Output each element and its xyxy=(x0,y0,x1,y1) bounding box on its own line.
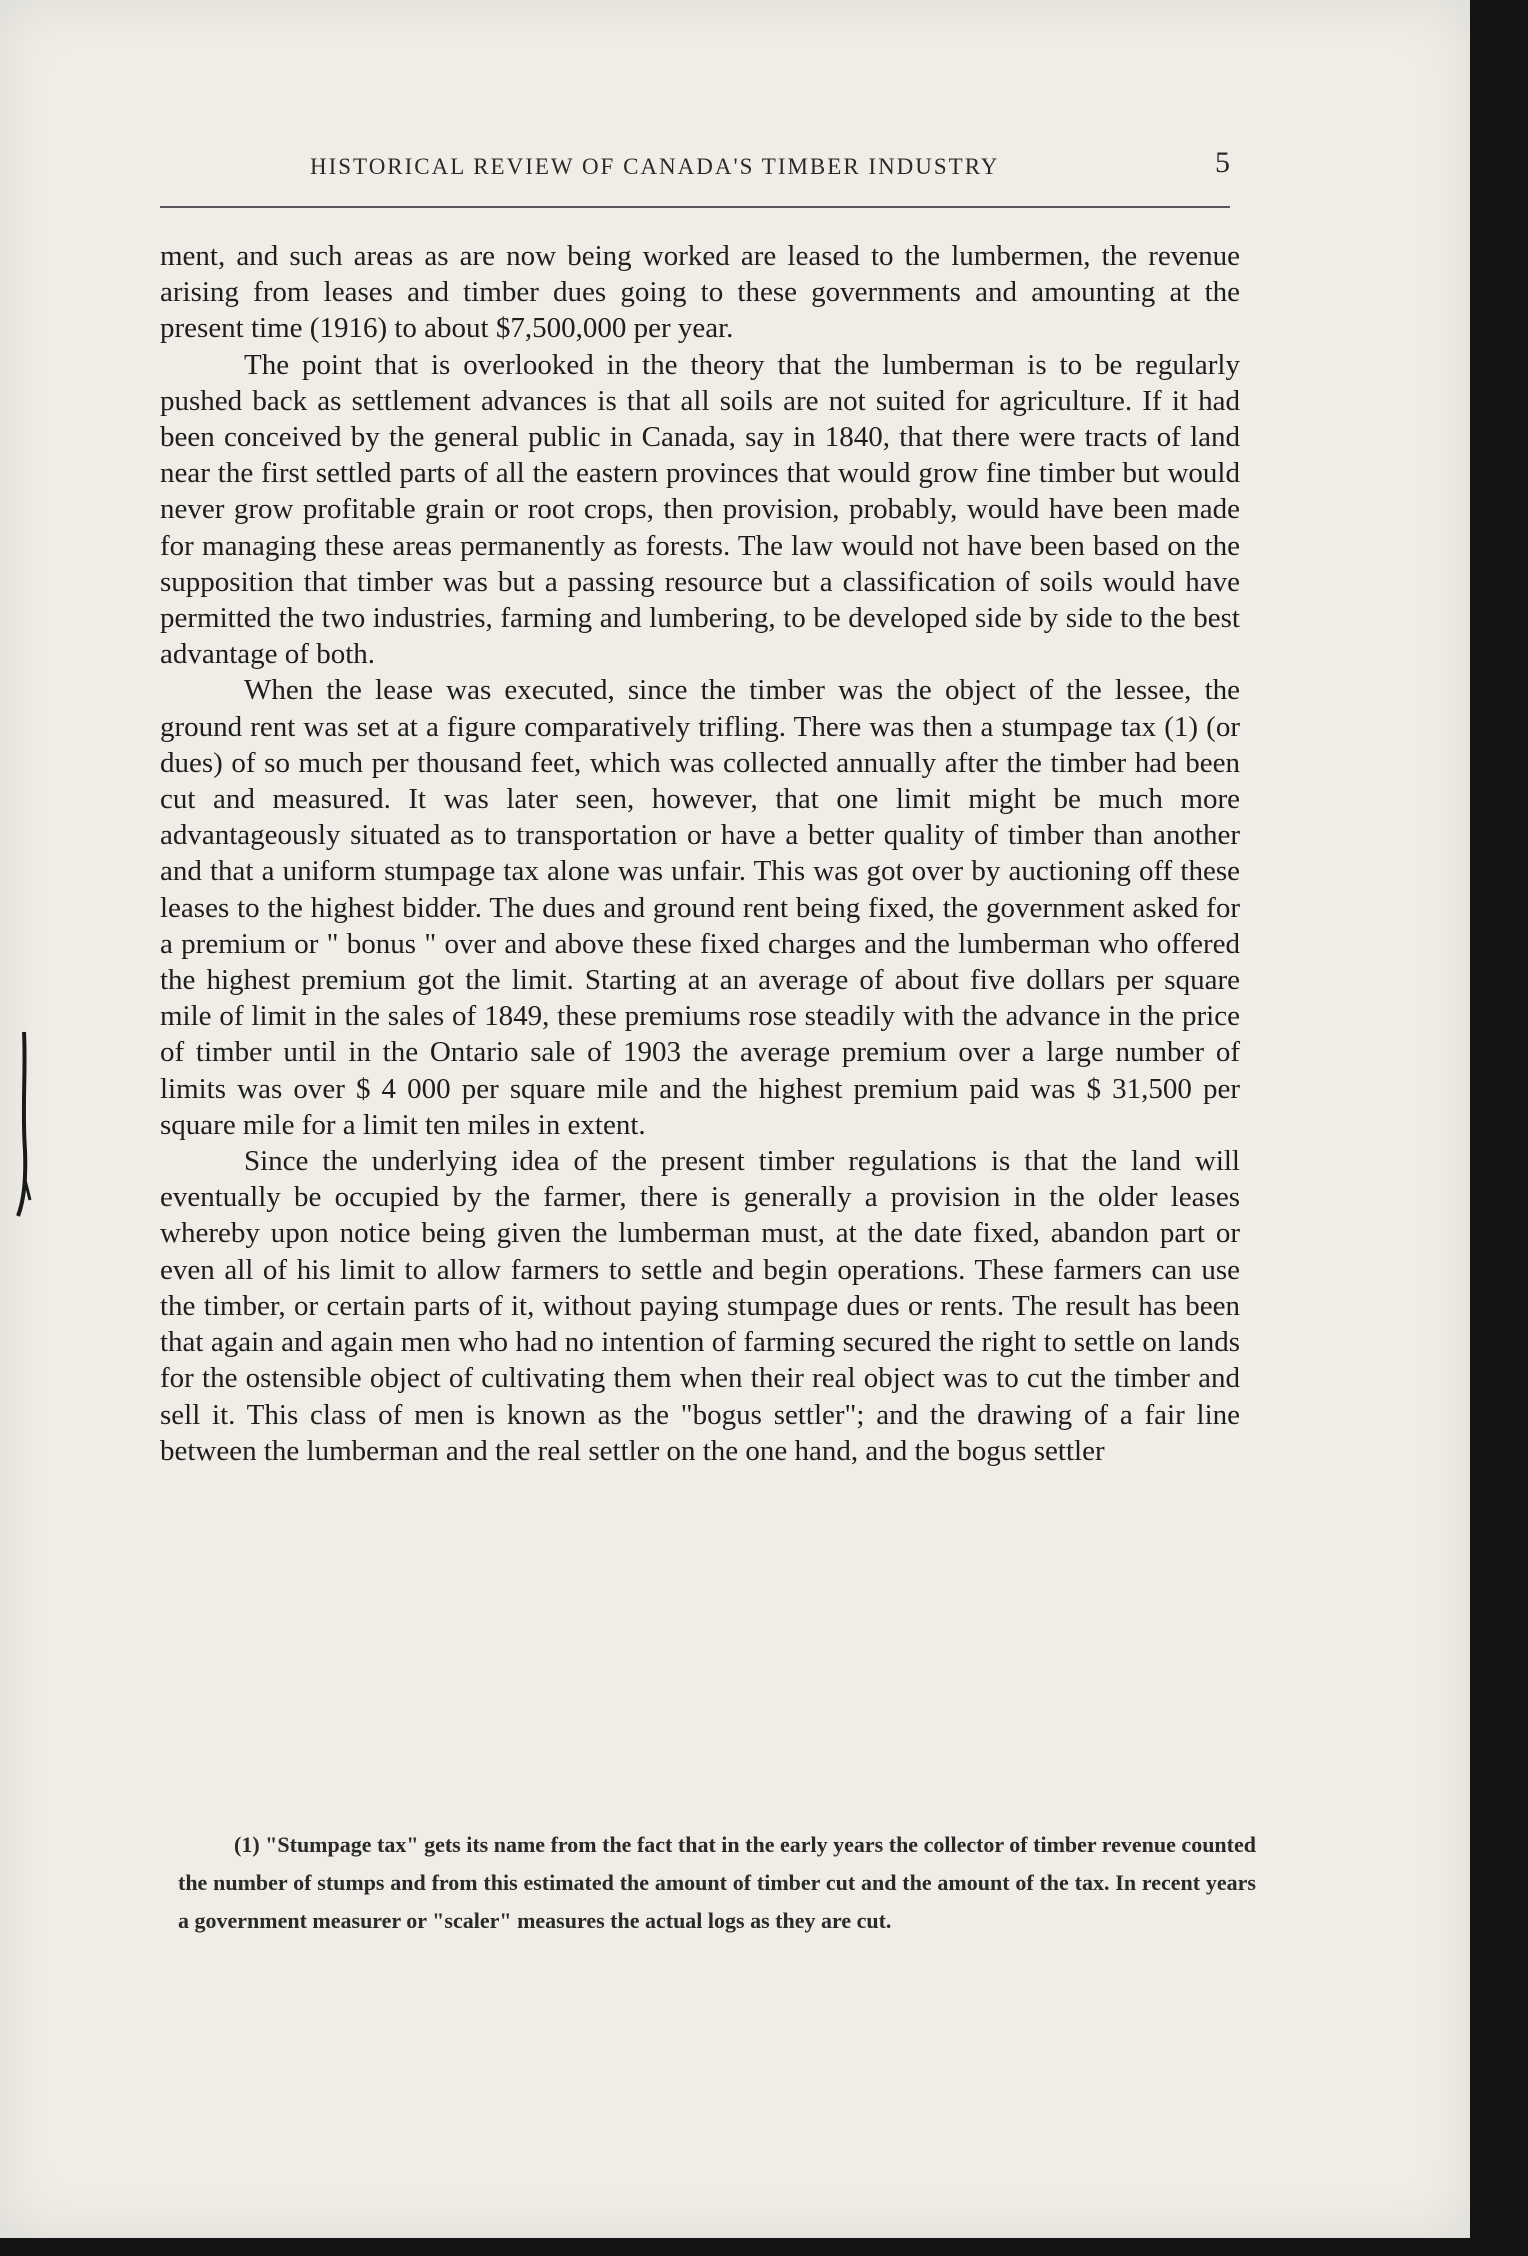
running-head xyxy=(160,146,1230,208)
paragraph: The point that is overlooked in the theory that the lumberman is to be regularly pushed back as settlement advances is that all soils are not suited for agriculture. If it had been conceived by the general public in Canada, say in 1840, that there were tracts of land near the first settled parts of all the eastern provinces that would grow fine timber but would never grow profitable grain or root crops, then provision, probably, would have been made for managing these areas permanently as forests. The law would not have been based on the supposition that timber was but a passing resource but a classification of soils would have permitted the two industries, farming and lumbering, to be developed side by side to the best advantage of both. xyxy=(160,348,1240,671)
footnote: (1) "Stumpage tax" gets its name from the fact that in the early years the collector of timber revenue counted the number of stumps and from this estimated the amount of timber cut and the amount of the tax. In recent years a government measurer or "scaler" measures the actual logs as they are cut. xyxy=(178,1832,1256,1933)
body-text xyxy=(160,238,1240,1469)
running-head-title: HISTORICAL REVIEW OF CANADA'S TIMBER INDUSTRY xyxy=(310,154,1000,179)
page-number: 5 xyxy=(1215,146,1230,179)
paragraph: When the lease was executed, since the timber was the object of the lessee, the ground rent was set at a figure comparatively trifling. There was then a stumpage tax (1) (or dues) of so much per thousand feet, which was collected annually after the timber had been cut and measured. It was later seen, however, that one limit might be much more advantageously situated as to transportation or have a better quality of timber than another and that a uniform stumpage tax alone was unfair. This was got over by auctioning off these leases to the highest bidder. The dues and ground rent being fixed, the government asked for a premium or " bonus " over and above these fixed charges and the lumberman who offered the highest premium got the limit. Starting at an average of about five dollars per square mile of limit in the sales of 1849, these premiums rose steadily with the advance in the price of timber until in the Ontario sale of 1903 the average premium over a large number of limits was over $ 4 000 per square mile and the highest premium paid was $ 31,500 per square mile for a limit ten miles in extent. xyxy=(160,674,1240,1141)
paragraph: Since the underlying idea of the present timber regulations is that the land will eventually be occupied by the farmer, there is generally a provision in the older leases whereby upon notice being given the lumberman must, at the date fixed, abandon part or even all of his limit to allow farmers to settle and begin operations. These farmers can use the timber, or certain parts of it, without paying stumpage dues or rents. The result has been that again and again men who had no intention of farming secured the right to settle on lands for the ostensible object of cultivating them when their real object was to cut the timber and sell it. This class of men is known as the "bogus settler"; and the drawing of a fair line between the lumberman and the real settler on the one hand, and the bogus settler xyxy=(160,1145,1240,1467)
paragraph-continued: ment, and such areas as are now being worked are leased to the lumbermen, the revenue arising from leases and timber dues going to these governments and amounting at the present time (1916) to about $7,500,000 per year. xyxy=(160,240,1240,345)
scan-edge-right xyxy=(1470,0,1528,2256)
scan-edge-bottom xyxy=(0,2238,1528,2256)
margin-bracket-mark xyxy=(14,1030,34,1220)
